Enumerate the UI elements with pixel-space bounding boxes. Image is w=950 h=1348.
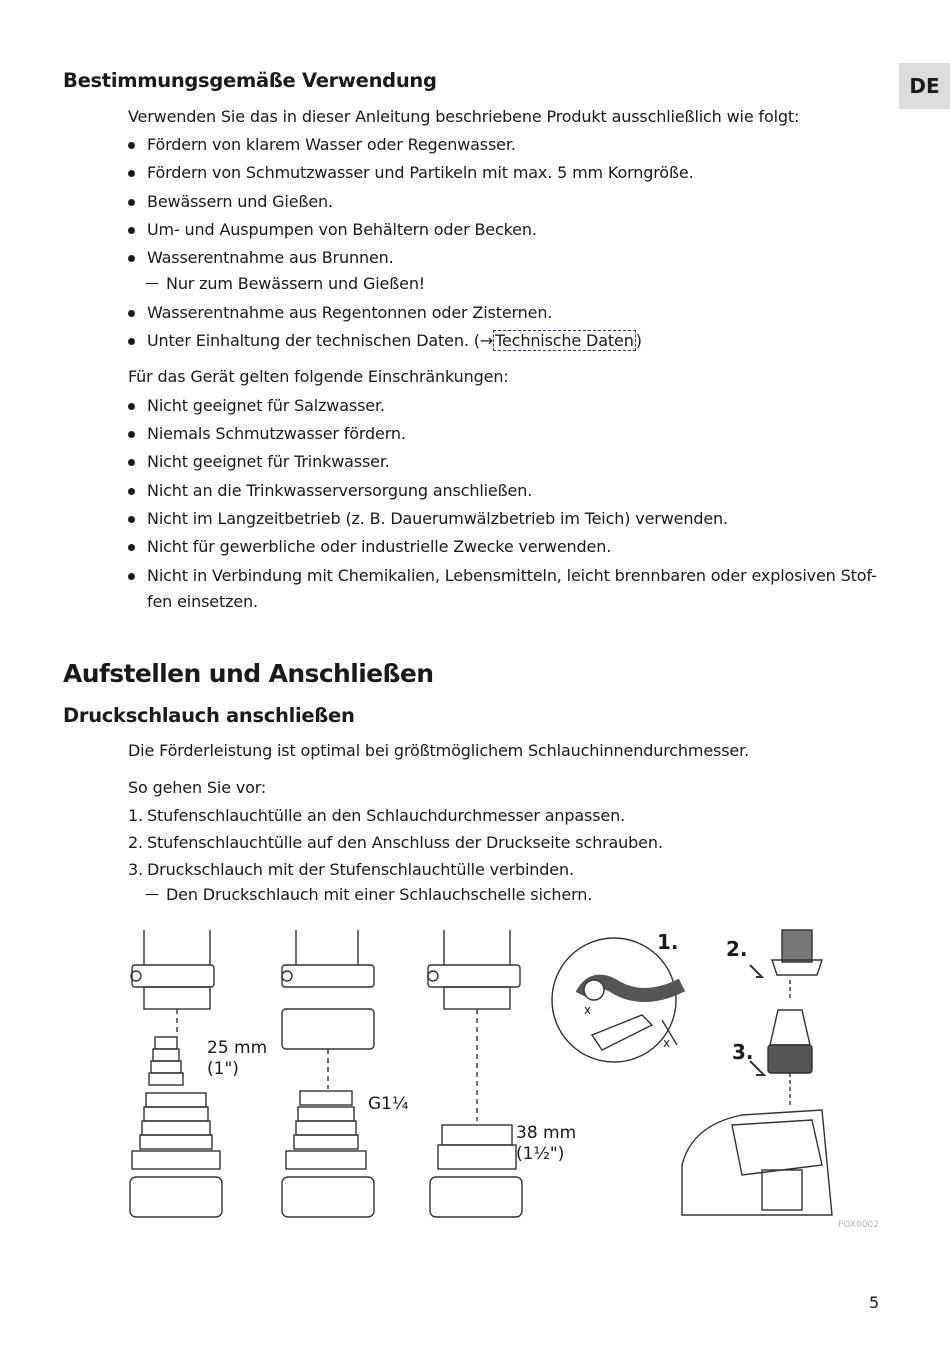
bullet-icon [128, 544, 135, 551]
bullet-icon [128, 431, 135, 438]
label-38mm: 38 mm [516, 1123, 577, 1143]
figure-code: POX0002 [838, 1220, 880, 1230]
section-heading-intended-use: Bestimmungsgemäße Verwendung [63, 69, 437, 92]
figure-step-1: 1. [657, 930, 679, 954]
bullet-icon [128, 310, 135, 317]
bullet-icon [128, 199, 135, 206]
hose-38mm-drawing [428, 930, 522, 1217]
steps-intro: So gehen Sie vor: [128, 778, 267, 797]
label-g1: G1¼ [368, 1094, 409, 1114]
x-mark: x [584, 1003, 592, 1017]
language-tab: DE [899, 63, 950, 109]
section-heading-setup: Aufstellen und Anschließen [63, 659, 434, 688]
bullet-icon [128, 142, 135, 149]
bullet-icon [128, 516, 135, 523]
bullet-icon [128, 255, 135, 262]
label-25mm: 25 mm [207, 1038, 268, 1058]
hose-g1-drawing [282, 930, 374, 1217]
bullet-icon [128, 170, 135, 177]
hose-connection-figure [122, 925, 842, 1220]
figure-step-3: 3. [732, 1040, 754, 1064]
bullet-icon [128, 488, 135, 495]
technical-data-link[interactable]: Technische Daten [495, 331, 634, 350]
intro-paragraph: Verwenden Sie das in dieser Anleitung beschriebene Produkt ausschließlich wie folgt: [128, 107, 800, 126]
bullet-icon [128, 459, 135, 466]
subsection-heading-hose: Druckschlauch anschließen [63, 704, 355, 727]
figure-step-2: 2. [726, 937, 748, 961]
x-mark: x [663, 1036, 671, 1050]
list-item-continuation: fen einsetzen. [147, 592, 258, 611]
arrow-down-icon [750, 965, 762, 977]
sub-note: Den Druckschlauch mit einer Schlauchschelle sichern. [146, 885, 592, 904]
bullet-icon [128, 338, 135, 345]
bullet-icon [128, 227, 135, 234]
bullet-icon [128, 403, 135, 410]
bullet-icon [128, 573, 135, 580]
dash-icon [146, 894, 158, 896]
label-1-inch: (1") [207, 1059, 239, 1079]
label-1-5-inch: (1½") [516, 1144, 565, 1164]
sub-note: Nur zum Bewässern und Gießen! [146, 274, 425, 293]
page-number: 5 [869, 1293, 880, 1312]
performance-paragraph: Die Förderleistung ist optimal bei größtmöglichem Schlauchinnendurchmesser. [128, 741, 750, 760]
restrictions-intro: Für das Gerät gelten folgende Einschränkungen: [128, 367, 509, 386]
dash-icon [146, 283, 158, 285]
